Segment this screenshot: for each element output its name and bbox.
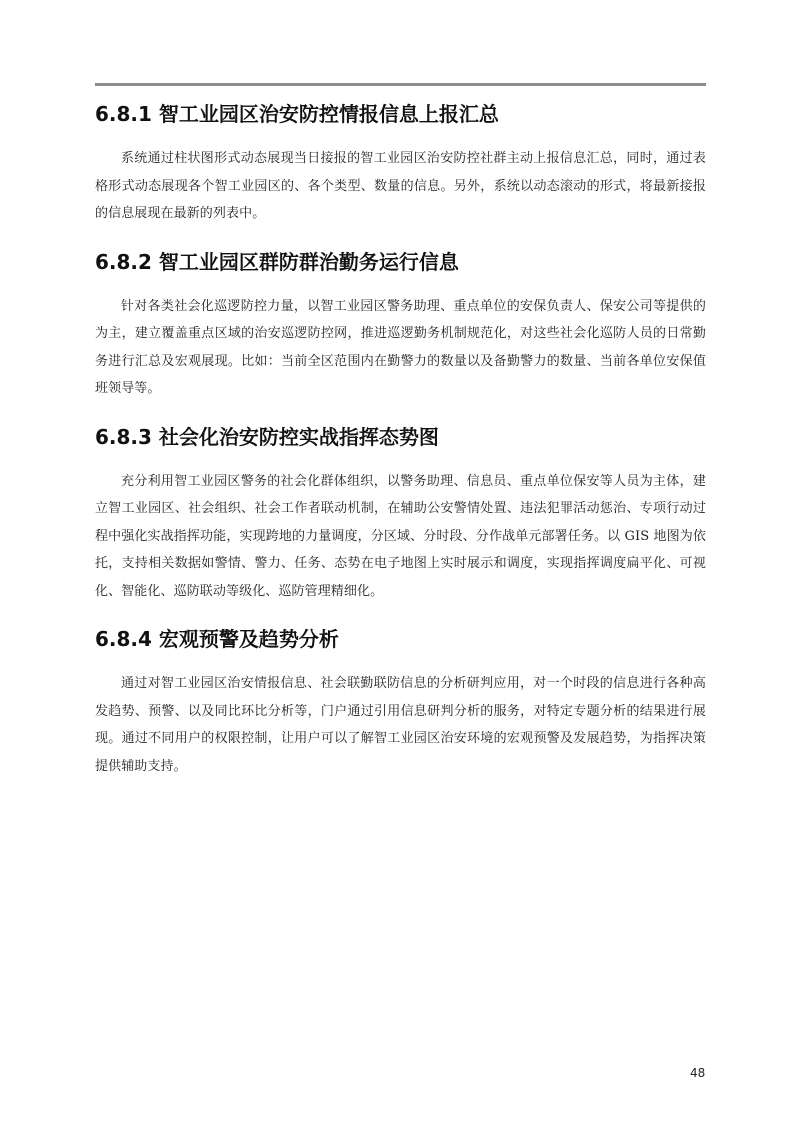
page-number: 48 xyxy=(690,1066,706,1080)
section-6-8-4 xyxy=(95,623,706,780)
section-paragraph: 针对各类社会化巡逻防控力量，以智工业园区警务助理、重点单位的安保负责人、保安公司等提供的为主，建立覆盖重点区域的治安巡逻防控网，推进巡逻勤务机制规范化，对这些社会化巡防人员的日常勤务进行汇总及宏观展现。比如：当前全区范围内在勤警力的数量以及备勤警力的数量、当前各单位安保值班领导等。 xyxy=(95,298,706,396)
section-paragraph: 通过对智工业园区治安情报信息、社会联勤联防信息的分析研判应用，对一个时段的信息进行各种高发趋势、预警、以及同比环比分析等，门户通过引用信息研判分析的服务，对特定专题分析的结果进行展现。通过不同用户的权限控制，让用户可以了解智工业园区治安环境的宏观预警及发展趋势，为指挥决策提供辅助支持。 xyxy=(95,676,706,774)
section-heading: 6.8.1 智工业园区治安防控情报信息上报汇总 xyxy=(95,102,499,126)
section-paragraph: 充分利用智工业园区警务的社会化群体组织，以警务助理、信息员、重点单位保安等人员为主体，建立智工业园区、社会组织、社会工作者联动机制，在辅助公安警情处置、违法犯罪活动惩治、专项行动过程中强化实战指挥功能，实现跨地的力量调度，分区域、分时段、分作战单元部署任务。以 GIS 地图为依托，支持相关数据如警情、警力、任务、态势在电子地图上实时展示和调度，实现指挥调度扁平化、可视化、智能化、巡防联动等级化、巡防管理精细化。 xyxy=(95,473,706,599)
section-heading: 6.8.4 宏观预警及趋势分析 xyxy=(95,627,339,651)
section-paragraph: 系统通过柱状图形式动态展现当日接报的智工业园区治安防控社群主动上报信息汇总，同时，通过表格形式动态展现各个智工业园区的、各个类型、数量的信息。另外，系统以动态滚动的形式，将最新接报的信息展现在最新的列表中。 xyxy=(95,151,706,221)
section-6-8-3 xyxy=(95,421,706,606)
section-6-8-1 xyxy=(95,98,706,228)
section-heading: 6.8.3 社会化治安防控实战指挥态势图 xyxy=(95,424,439,449)
page-content xyxy=(95,98,706,798)
section-6-8-2 xyxy=(95,246,706,403)
header-rule xyxy=(95,83,706,86)
section-heading: 6.8.2 智工业园区群防群治勤务运行信息 xyxy=(95,249,459,274)
